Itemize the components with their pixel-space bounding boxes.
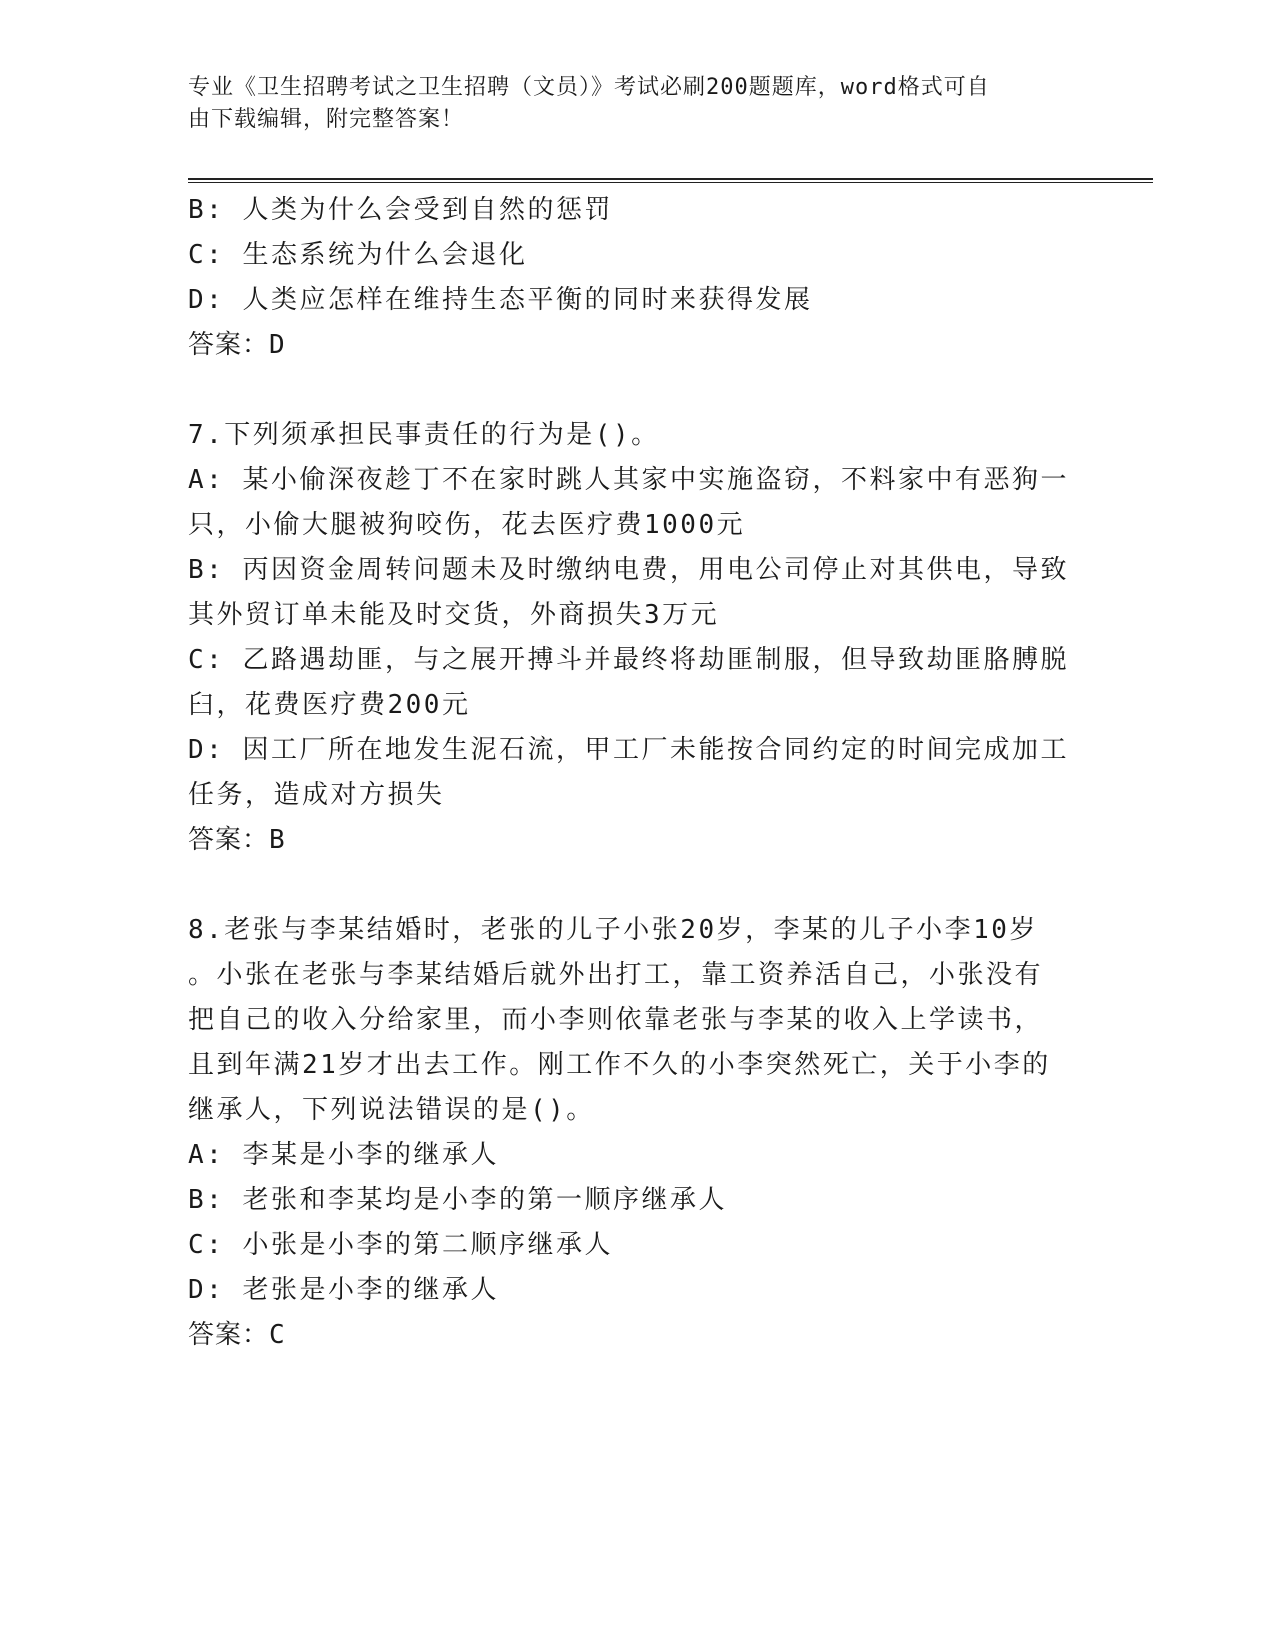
- question-stem: 8.老张与李某结婚时，老张的儿子小张20岁，李某的儿子小李10岁: [188, 915, 1038, 945]
- question-8: [188, 908, 1068, 1358]
- option-b: B: 人类为什么会受到自然的惩罚: [188, 195, 613, 225]
- option-b: B: 丙因资金周转问题未及时缴纳电费，用电公司停止对其供电，导致: [188, 555, 1069, 585]
- question-stem-continued: 继承人，下列说法错误的是()。: [188, 1095, 595, 1125]
- option-a-continued: 只，小偷大腿被狗咬伤，花去医疗费1000元: [188, 510, 746, 540]
- question-stem-continued: 。小张在老张与李某结婚后就外出打工，靠工资养活自己，小张没有: [188, 960, 1044, 990]
- answer-label: 答案：D: [188, 330, 286, 360]
- document-body: [188, 188, 1068, 1358]
- header-line: 由下载编辑，附完整答案！: [188, 107, 465, 132]
- question-stem-continued: 把自己的收入分给家里，而小李则依靠老张与李某的收入上学读书，: [188, 1005, 1044, 1035]
- spacer: [188, 863, 1068, 908]
- question-7: [188, 413, 1068, 863]
- document-header: [188, 72, 1068, 136]
- spacer: [188, 368, 1068, 413]
- option-b: B: 老张和李某均是小李的第一顺序继承人: [188, 1185, 727, 1215]
- option-c: C: 生态系统为什么会退化: [188, 240, 528, 270]
- previous-question: [188, 188, 1068, 368]
- question-stem: 7.下列须承担民事责任的行为是()。: [188, 420, 660, 450]
- option-d-continued: 任务，造成对方损失: [188, 780, 445, 810]
- option-b-continued: 其外贸订单未能及时交货，外商损失3万元: [188, 600, 720, 630]
- option-a: A: 某小偷深夜趁丁不在家时跳人其家中实施盗窃，不料家中有恶狗一: [188, 465, 1069, 495]
- answer-label: 答案：C: [188, 1320, 286, 1350]
- option-d: D: 老张是小李的继承人: [188, 1275, 499, 1305]
- answer-label: 答案：B: [188, 825, 286, 855]
- option-c: C: 乙路遇劫匪，与之展开搏斗并最终将劫匪制服，但导致劫匪胳膊脱: [188, 645, 1069, 675]
- header-line: 专业《卫生招聘考试之卫生招聘（文员）》考试必刷200题题库，word格式可自: [188, 75, 990, 100]
- option-a: A: 李某是小李的继承人: [188, 1140, 499, 1170]
- option-d: D: 人类应怎样在维持生态平衡的同时来获得发展: [188, 285, 813, 315]
- question-stem-continued: 且到年满21岁才出去工作。刚工作不久的小李突然死亡，关于小李的: [188, 1050, 1051, 1080]
- option-c-continued: 臼，花费医疗费200元: [188, 690, 471, 720]
- option-c: C: 小张是小李的第二顺序继承人: [188, 1230, 613, 1260]
- header-divider: [188, 178, 1153, 183]
- option-d: D: 因工厂所在地发生泥石流，甲工厂未能按合同约定的时间完成加工: [188, 735, 1069, 765]
